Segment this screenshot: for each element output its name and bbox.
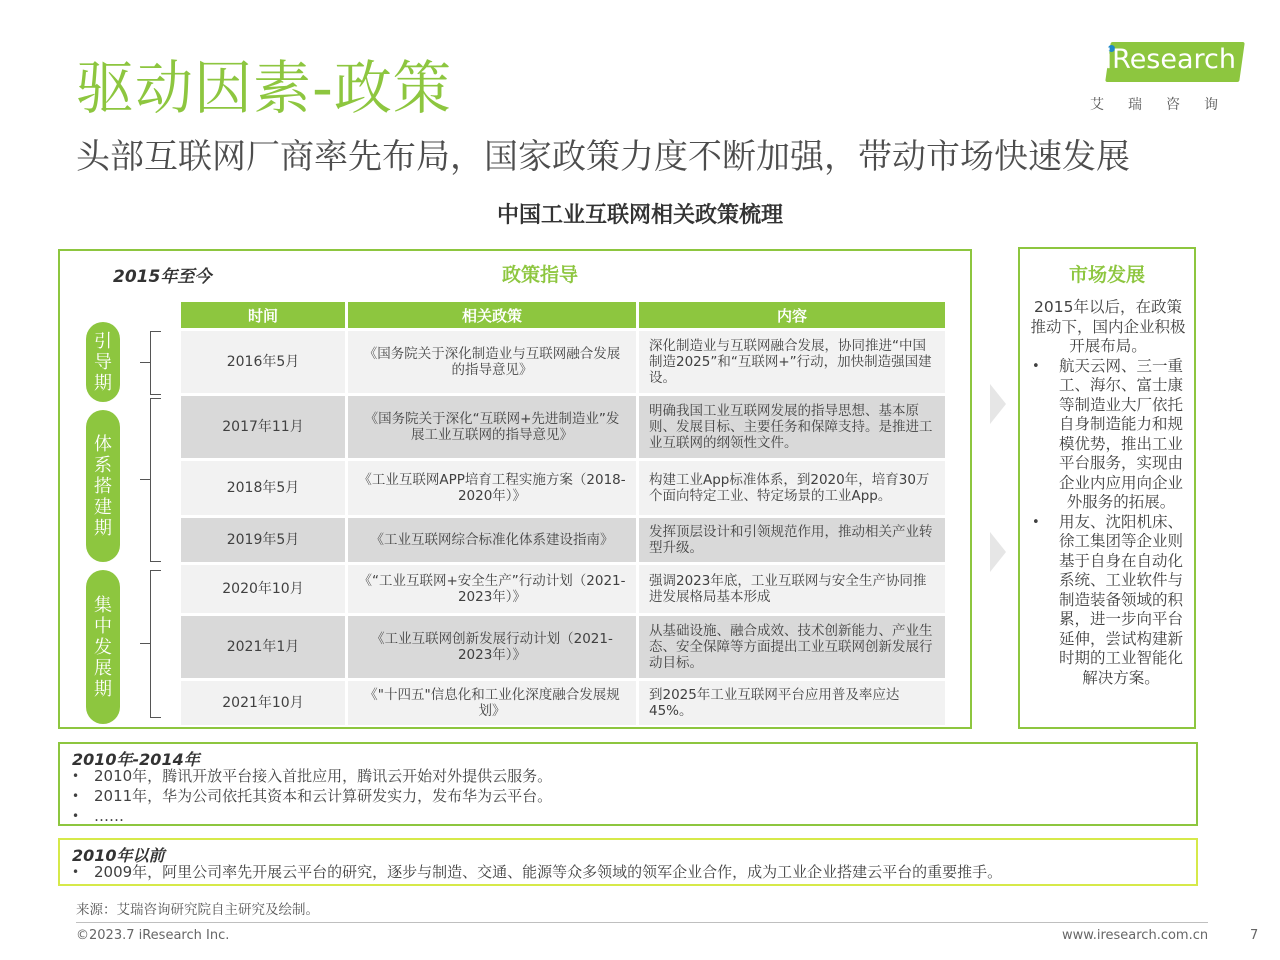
row-content: 发挥顶层设计和引领规范作用，推动相关产业转型升级。: [639, 518, 945, 562]
table-row: [181, 681, 945, 725]
row-content: 构建工业App标准体系，到2020年，培育30万个面向特定工业、特定场景的工业App。: [639, 461, 945, 515]
brace-tick: [140, 362, 150, 363]
source-note: 来源：艾瑞咨询研究院自主研究及绘制。: [76, 902, 319, 918]
row-content: 到2025年工业互联网平台应用普及率应达45%。: [639, 681, 945, 725]
iresearch-logo: [1092, 42, 1242, 114]
phase-pill-guide: [86, 322, 120, 402]
row-date: 2016年5月: [181, 331, 345, 393]
phase-pill-build: [86, 410, 120, 562]
brace-build: [150, 398, 161, 562]
period-label: 2015年至今: [113, 267, 212, 287]
row-date: 2017年11月: [181, 396, 345, 458]
column-header-date: 时间: [181, 302, 345, 328]
row-content: 从基础设施、融合成效、技术创新能力、产业生态、安全保障等方面提出工业互联网创新发展行动目标。: [639, 616, 945, 678]
section-item: • 2009年，阿里公司率先开展云平台的研究，逐步与制造、交通、能源等众多领域的领军企业合作，成为工业企业搭建云平台的重要推手。: [72, 862, 1002, 882]
section-items: [72, 766, 552, 826]
row-date: 2020年10月: [181, 565, 345, 613]
brace-guide: [150, 331, 161, 395]
brace-tick: [140, 479, 150, 480]
arrow-right-icon: [990, 532, 1006, 572]
market-text: [1030, 298, 1186, 688]
table-row: [181, 331, 945, 393]
logo-text: iResearch: [1104, 44, 1236, 75]
row-policy: 《国务院关于深化“互联网+先进制造业”发展工业互联网的指导意见》: [348, 396, 636, 458]
column-header-policy: 相关政策: [348, 302, 636, 328]
policy-guide-heading: 政策指导: [501, 264, 578, 286]
row-policy: 《"十四五"信息化和工业化深度融合发展规划》: [348, 681, 636, 725]
row-policy: 《工业互联网综合标准化体系建设指南》: [348, 518, 636, 562]
website-link[interactable]: www.iresearch.com.cn: [1062, 928, 1209, 943]
row-content: 明确我国工业互联网发展的指导思想、基本原则、发展目标、主要任务和保障支持。是推进工业互联网的纲领性文件。: [639, 396, 945, 458]
market-item: • 航天云网、三一重工、海尔、富士康等制造业大厂依托自身制造能力和规模优势，推出工业平台服务，实现由企业内应用向企业外服务的拓展。: [1030, 357, 1186, 513]
table-row: [181, 396, 945, 458]
section-title: 2010年以前: [72, 846, 165, 865]
section-title: 2010年-2014年: [72, 750, 200, 769]
brace-focus: [150, 570, 161, 718]
row-content: 深化制造业与互联网融合发展，协同推进“中国制造2025”和“互联网+”行动，加快制造强国建设。: [639, 331, 945, 393]
market-lead: 2015年以后，在政策推动下，国内企业积极开展布局。: [1030, 298, 1186, 355]
footer-divider: [76, 922, 1208, 923]
row-policy: 《工业互联网创新发展行动计划（2021-2023年）》: [348, 616, 636, 678]
row-date: 2021年10月: [181, 681, 345, 725]
phase-label-guide: 引 导 期: [94, 330, 112, 394]
market-heading: 市场发展: [1068, 264, 1145, 286]
chart-title: 中国工业互联网相关政策梳理: [496, 203, 783, 228]
row-date: 2018年5月: [181, 461, 345, 515]
page-number: 7: [1250, 928, 1259, 943]
row-policy: 《“工业互联网+安全生产”行动计划（2021-2023年）》: [348, 565, 636, 613]
phase-label-focus: 集 中 发 展 期: [94, 594, 112, 700]
section-item: • 2010年，腾讯开放平台接入首批应用，腾讯云开始对外提供云服务。: [72, 766, 552, 786]
table-row: [181, 461, 945, 515]
phase-label-build: 体 系 搭 建 期: [94, 433, 112, 539]
row-date: 2021年1月: [181, 616, 345, 678]
phase-pill-focus: [86, 570, 120, 724]
table-row: [181, 565, 945, 613]
market-item: • 用友、沈阳机床、徐工集团等企业则基于自身在自动化系统、工业软件与制造装备领域的积累，进一步向平台延伸，尝试构建新时期的工业智能化解决方案。: [1030, 513, 1186, 689]
table-row: [181, 616, 945, 678]
section-pre-2010: [58, 838, 1198, 886]
page-subtitle: 头部互联网厂商率先布局，国家政策力度不断加强，带动市场快速发展: [76, 137, 1130, 177]
section-2010-2014: [58, 742, 1198, 826]
table-row: [181, 518, 945, 562]
table-header-row: [181, 302, 945, 328]
row-policy: 《国务院关于深化制造业与互联网融合发展的指导意见》: [348, 331, 636, 393]
arrow-right-icon: [990, 384, 1006, 424]
page-title: 驱动因素-政策: [76, 54, 452, 122]
brace-tick: [140, 643, 150, 644]
row-date: 2019年5月: [181, 518, 345, 562]
row-content: 强调2023年底，工业互联网与安全生产协同推进发展格局基本形成: [639, 565, 945, 613]
section-item: • ……: [72, 806, 552, 826]
policy-table: [178, 299, 948, 728]
column-header-content: 内容: [639, 302, 945, 328]
section-items: [72, 862, 1002, 882]
logo-cn-text: 艾瑞咨询: [1090, 97, 1242, 113]
copyright: ©2023.7 iResearch Inc.: [76, 928, 230, 943]
section-item: • 2011年，华为公司依托其资本和云计算研发实力，发布华为云平台。: [72, 786, 552, 806]
row-policy: 《工业互联网APP培育工程实施方案（2018-2020年）》: [348, 461, 636, 515]
